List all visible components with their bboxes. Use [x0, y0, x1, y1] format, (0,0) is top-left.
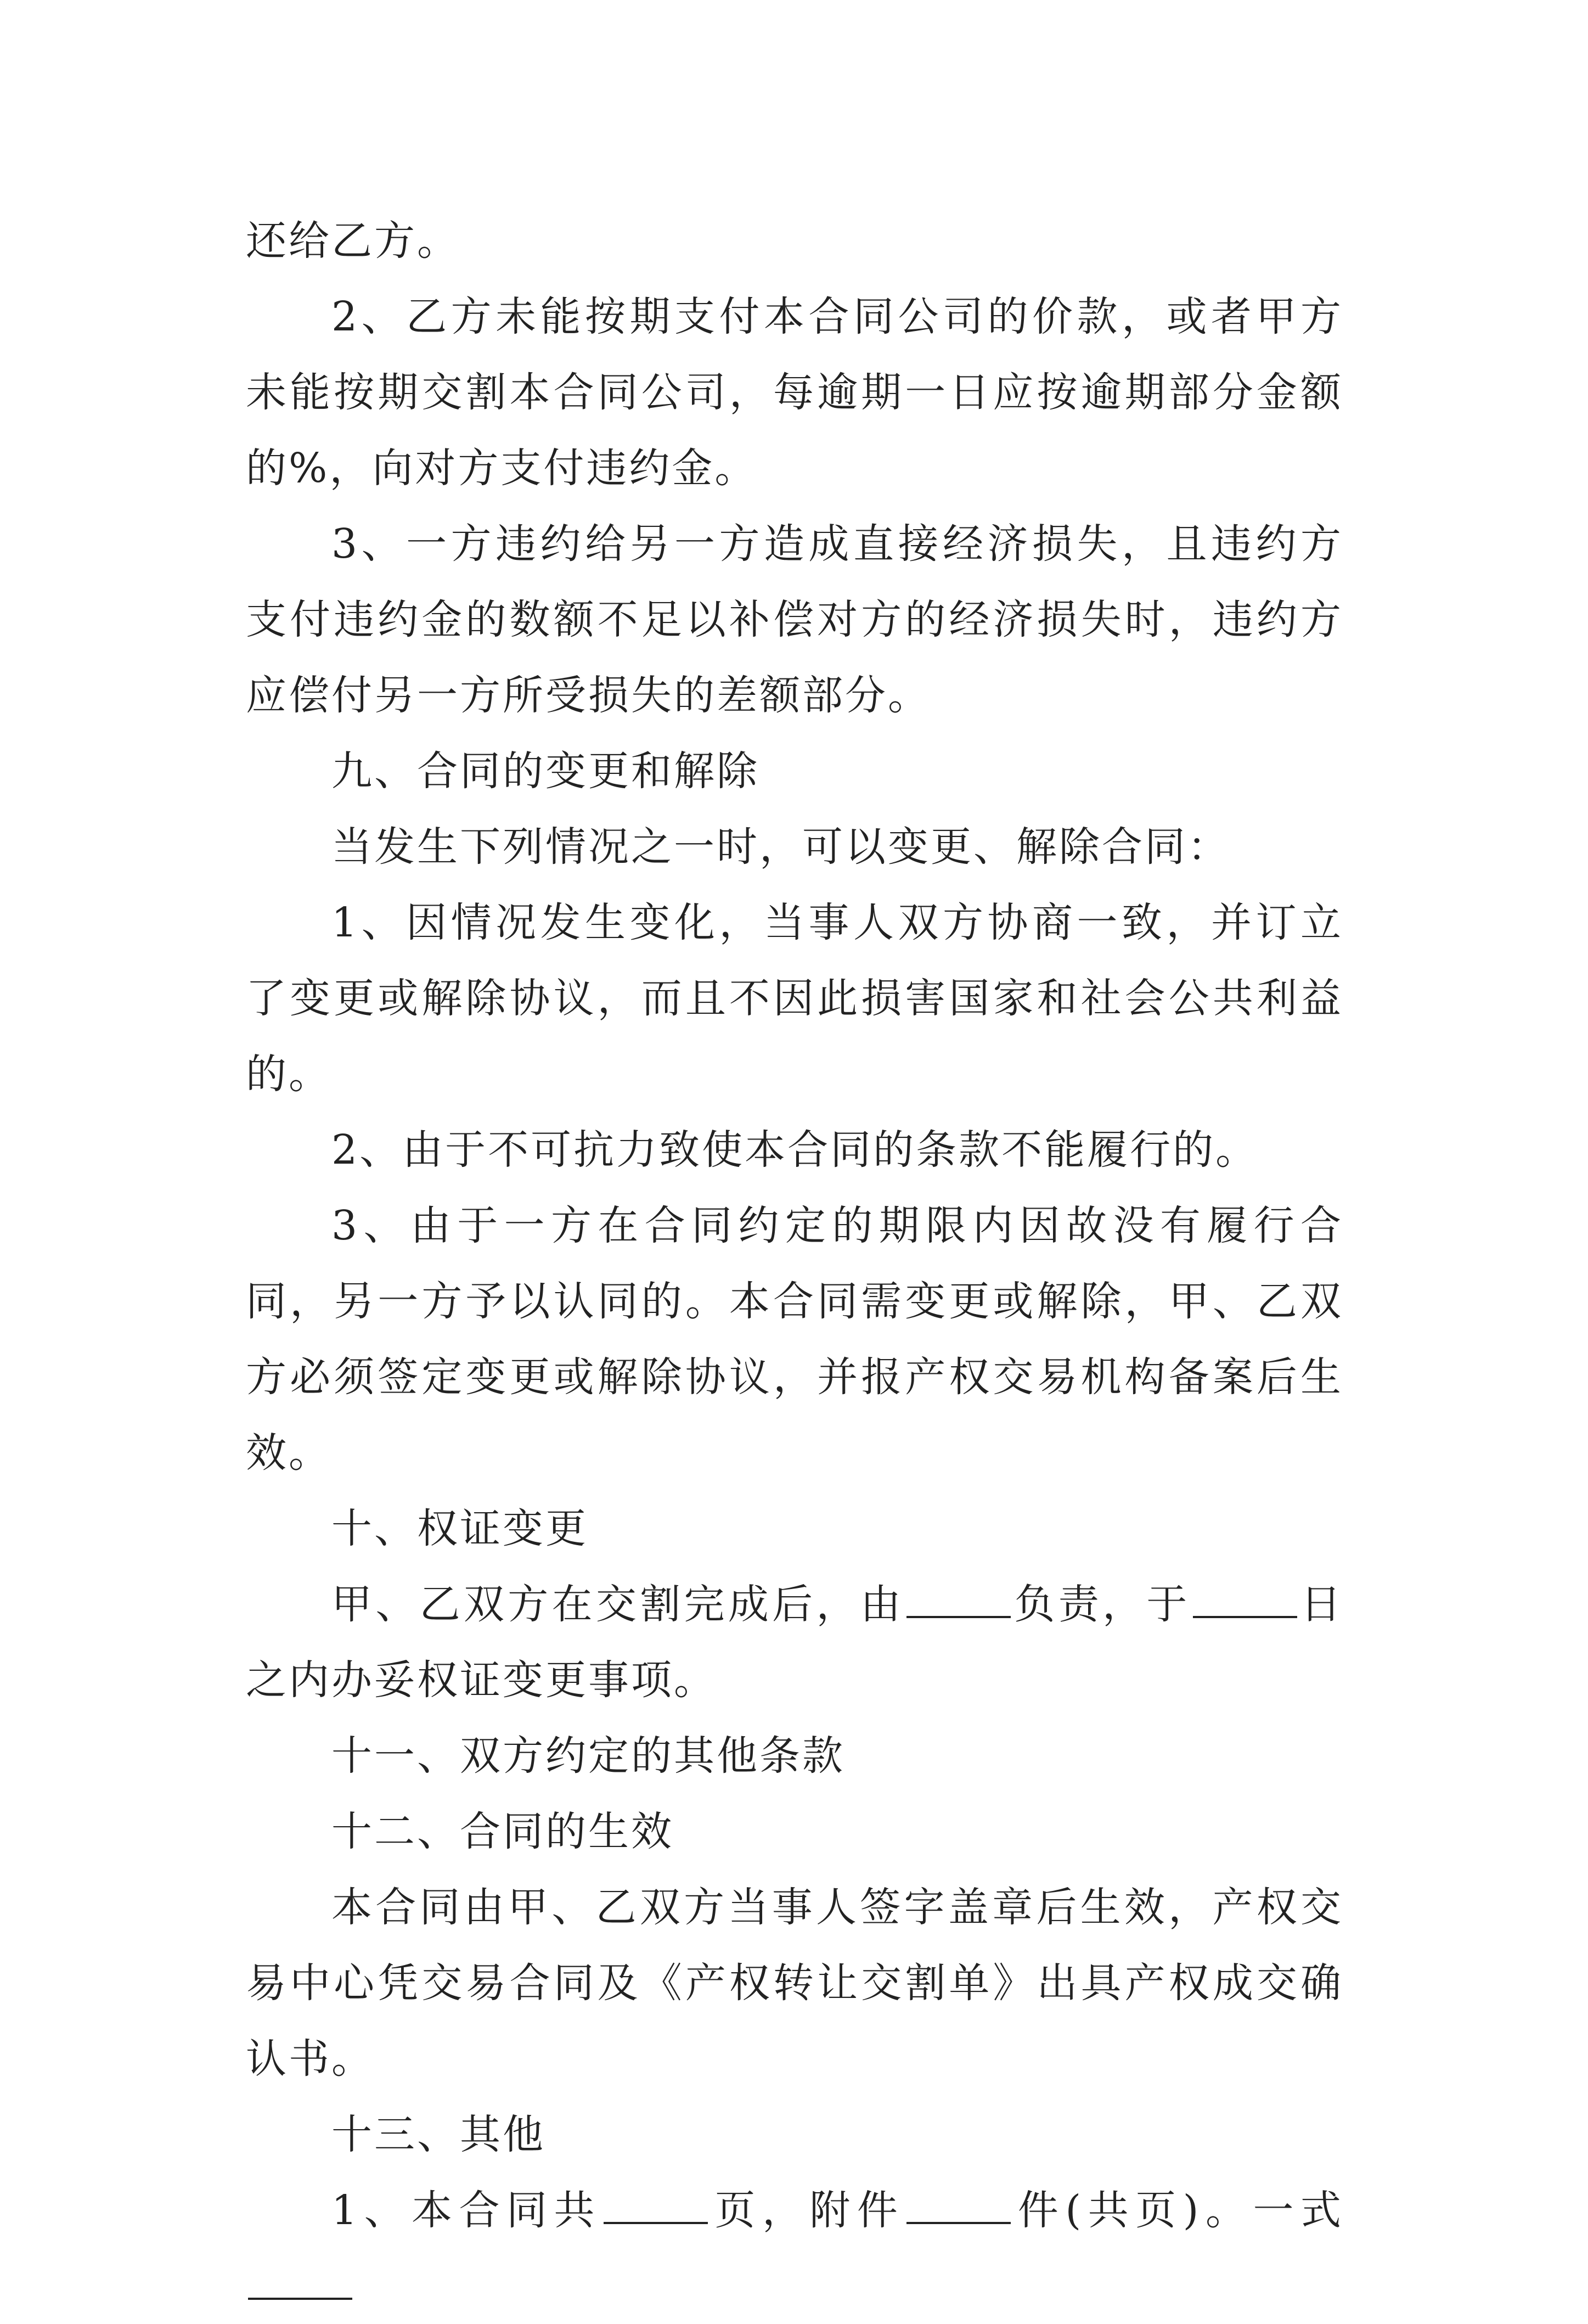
- section-heading-13: 十三、其他: [331, 2111, 545, 2158]
- days-blank[interactable]: [1193, 1580, 1297, 1618]
- document-body: [246, 203, 1343, 2324]
- paragraph-certificate-change: [246, 1567, 1343, 1718]
- paragraph-condition-2: 2、由于不可抗力致使本合同的条款不能履行的。: [331, 1126, 1259, 1174]
- paragraph-clause-3-damages: 3、一方违约给另一方造成直接经济损失，且违约方支付违约金的数额不足以补偿对方的经济损失时，违约方应偿付另一方所受损失的差额部分。: [246, 520, 1343, 719]
- section-heading-11: 十一、双方约定的其他条款: [331, 1732, 845, 1780]
- paragraph-condition-1: 1、因情况发生变化，当事人双方协商一致，并订立了变更或解除协议，而且不因此损害国家和社会公共利益的。: [246, 899, 1343, 1098]
- paragraph-condition-3: 3、由于一方在合同约定的期限内因故没有履行合同，另一方予以认同的。本合同需变更或解除，甲、乙双方必须签定变更或解除协议，并报产权交易机构备案后生效。: [246, 1202, 1343, 1477]
- attachment-count-blank[interactable]: [906, 2186, 1011, 2224]
- certificate-text-part-2: 负责，于: [1013, 1581, 1191, 1628]
- certificate-text-part-3: 日之内办妥权证变更事项。: [246, 1581, 1344, 1704]
- other-text-part-1: 1、本合同共: [331, 2187, 601, 2234]
- certificate-text-part-1: 甲、乙双方在交割完成后，由: [331, 1581, 905, 1628]
- copies-count-blank[interactable]: [248, 2261, 352, 2300]
- paragraph-clause-2-late-payment: 2、乙方未能按期支付本合同公司的价款，或者甲方未能按期交割本合同公司，每逾期一日应按逾期部分金额的%，向对方支付违约金。: [246, 293, 1343, 492]
- paragraph-other-1: [246, 2173, 1343, 2324]
- other-text-part-3: 件(共页)。一式: [1013, 2187, 1344, 2234]
- section-heading-9: 九、合同的变更和解除: [331, 748, 759, 795]
- paragraph-change-conditions: 当发生下列情况之一时，可以变更、解除合同：: [331, 823, 1230, 871]
- section-heading-12: 十二、合同的生效: [331, 1808, 674, 1855]
- other-text-part-2: 页，附件: [709, 2187, 905, 2234]
- responsible-party-blank[interactable]: [906, 1580, 1011, 1618]
- paragraph-continuation: 还给乙方。: [246, 217, 460, 265]
- section-heading-10: 十、权证变更: [331, 1505, 588, 1552]
- paragraph-effectiveness: 本合同由甲、乙双方当事人签字盖章后生效，产权交易中心凭交易合同及《产权转让交割单》出具产权成交确认书。: [246, 1884, 1343, 2082]
- page-count-blank[interactable]: [604, 2186, 708, 2224]
